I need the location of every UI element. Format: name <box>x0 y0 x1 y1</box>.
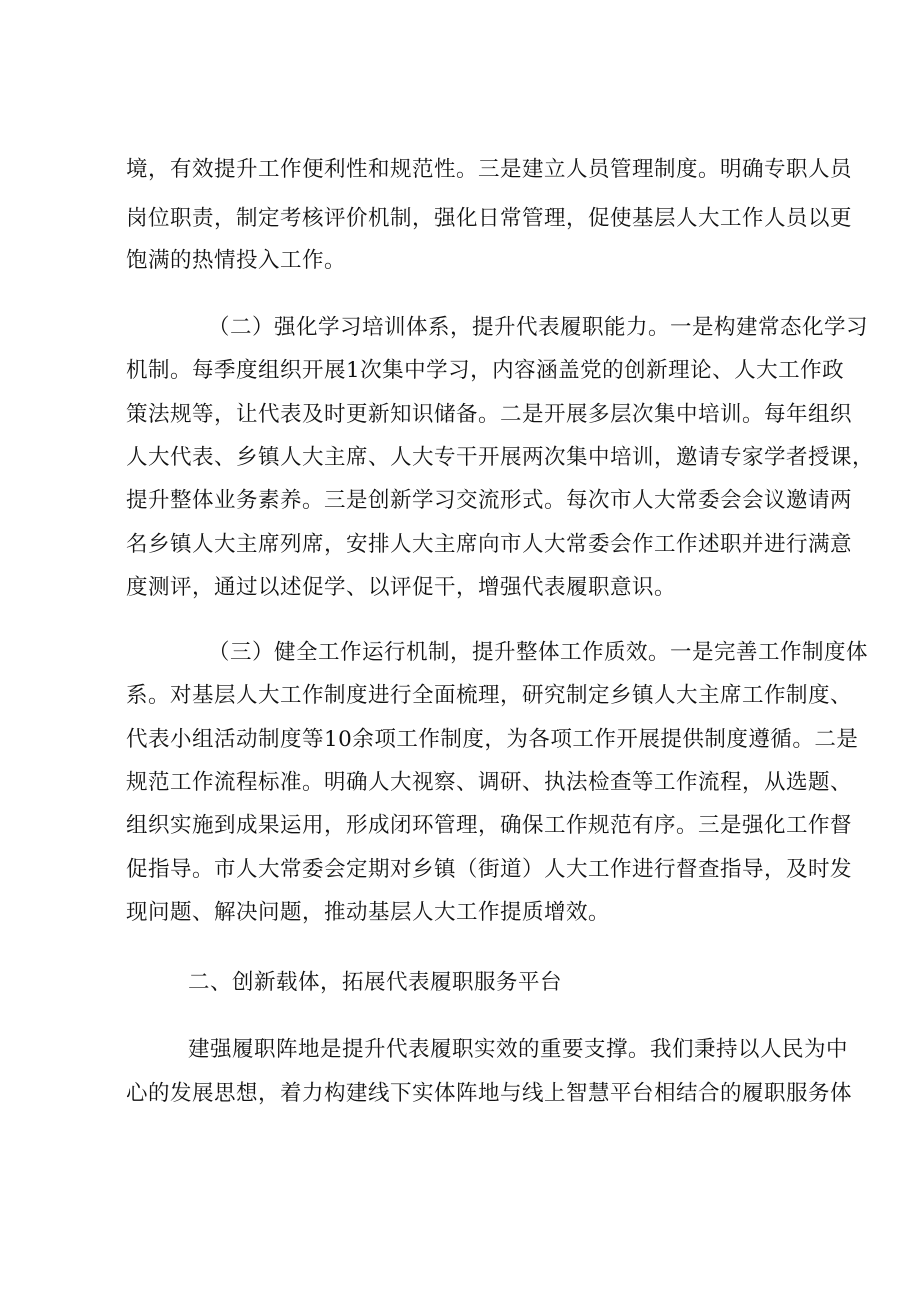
section-heading: 二、创新载体，拓展代表履职服务平台 <box>188 970 563 995</box>
paragraph-3-line-1: （三）健全工作运行机制，提升整体工作质效。一是完善工作制度体 <box>208 640 869 665</box>
paragraph-3-line-4: 规范工作流程标准。明确人大视察、调研、执法检查等工作流程，从选题、 <box>126 770 853 795</box>
paragraph-4-line-1: 建强履职阵地是提升代表履职实效的重要支撑。我们秉持以人民为中 <box>188 1037 849 1062</box>
paragraph-3-line-5: 组织实施到成果运用，形成闭环管理，确保工作规范有序。三是强化工作督 <box>126 813 853 838</box>
paragraph-2-line-2: 机制。每季度组织开展1次集中学习，内容涵盖党的创新理论、人大工作政 <box>126 358 845 383</box>
paragraph-3-line-6: 促指导。市人大常委会定期对乡镇（街道）人大工作进行督查指导，及时发 <box>126 857 853 882</box>
paragraph-3-line-2: 系。对基层人大工作制度进行全面梳理，研究制定乡镇人大主席工作制度、 <box>126 683 853 708</box>
paragraph-2-line-6: 名乡镇人大主席列席，安排人大主席向市人大常委会作工作述职并进行满意 <box>126 532 853 557</box>
paragraph-1-line-1: 境，有效提升工作便利性和规范性。三是建立人员管理制度。明确专职人员 <box>126 157 853 182</box>
paragraph-2-line-3: 策法规等，让代表及时更新知识储备。二是开展多层次集中培训。每年组织 <box>126 402 853 427</box>
paragraph-2-line-1: （二）强化学习培训体系，提升代表履职能力。一是构建常态化学习 <box>208 315 869 340</box>
paragraph-2-line-7: 度测评，通过以述促学、以评促干，增强代表履职意识。 <box>126 575 677 600</box>
paragraph-1-line-3: 饱满的热情投入工作。 <box>126 248 347 273</box>
paragraph-2-line-5: 提升整体业务素养。三是创新学习交流形式。每次市人大常委会会议邀请两 <box>126 488 853 513</box>
paragraph-4-line-2: 心的发展思想，着力构建线下实体阵地与线上智慧平台相结合的履职服务体 <box>126 1081 853 1106</box>
paragraph-1-line-2: 岗位职责，制定考核评价机制，强化日常管理，促使基层人大工作人员以更 <box>126 206 853 231</box>
paragraph-3-line-7: 现问题、解决问题，推动基层人大工作提质增效。 <box>126 900 611 925</box>
paragraph-2-line-4: 人大代表、乡镇人大主席、人大专干开展两次集中培训，邀请专家学者授课， <box>126 445 875 470</box>
paragraph-3-line-3: 代表小组活动制度等10余项工作制度，为各项工作开展提供制度遵循。二是 <box>126 727 859 752</box>
